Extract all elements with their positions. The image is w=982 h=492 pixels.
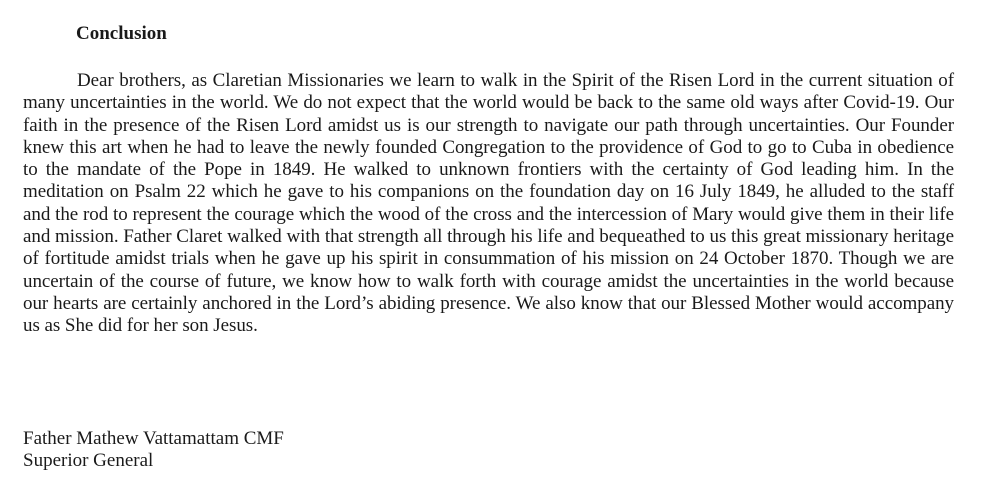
signature-block: [23, 428, 284, 472]
signatory-name: Father Mathew Vattamattam CMF: [23, 428, 284, 449]
signatory-title: Superior General: [23, 450, 154, 471]
conclusion-paragraph: Dear brothers, as Claretian Missionaries we learn to walk in the Spirit of the Risen Lord in the current situation of many uncertainties in the world. We do not expect that the world would be back to the same old ways after Covid-19. Our faith in the presence of the Risen Lord amidst us is our strength to navigate our path through uncertainties. Our Founder knew this art when he had to leave the newly founded Congregation to the providence of God to go to Cuba in obedience to the mandate of the Pope in 1849. He walked to unknown frontiers with the certainty of God leading him. In the meditation on Psalm 22 which he gave to his companions on the foundation day on 16 July 1849, he alluded to the staff and the rod to represent the courage which the wood of the cross and the intercession of Mary would give them in their life and mission. Father Claret walked with that strength all through his life and bequeathed to us this great missionary heritage of fortitude amidst trials when he gave up his spirit in consummation of his mission on 24 October 1870. Though we are uncertain of the course of future, we know how to walk forth with courage amidst the uncertainties in the world because our hearts are certainly anchored in the Lord’s abiding presence. We also know that our Blessed Mother would accompany us as She did for her son Jesus.: [23, 70, 954, 337]
section-heading: Conclusion: [76, 23, 167, 44]
